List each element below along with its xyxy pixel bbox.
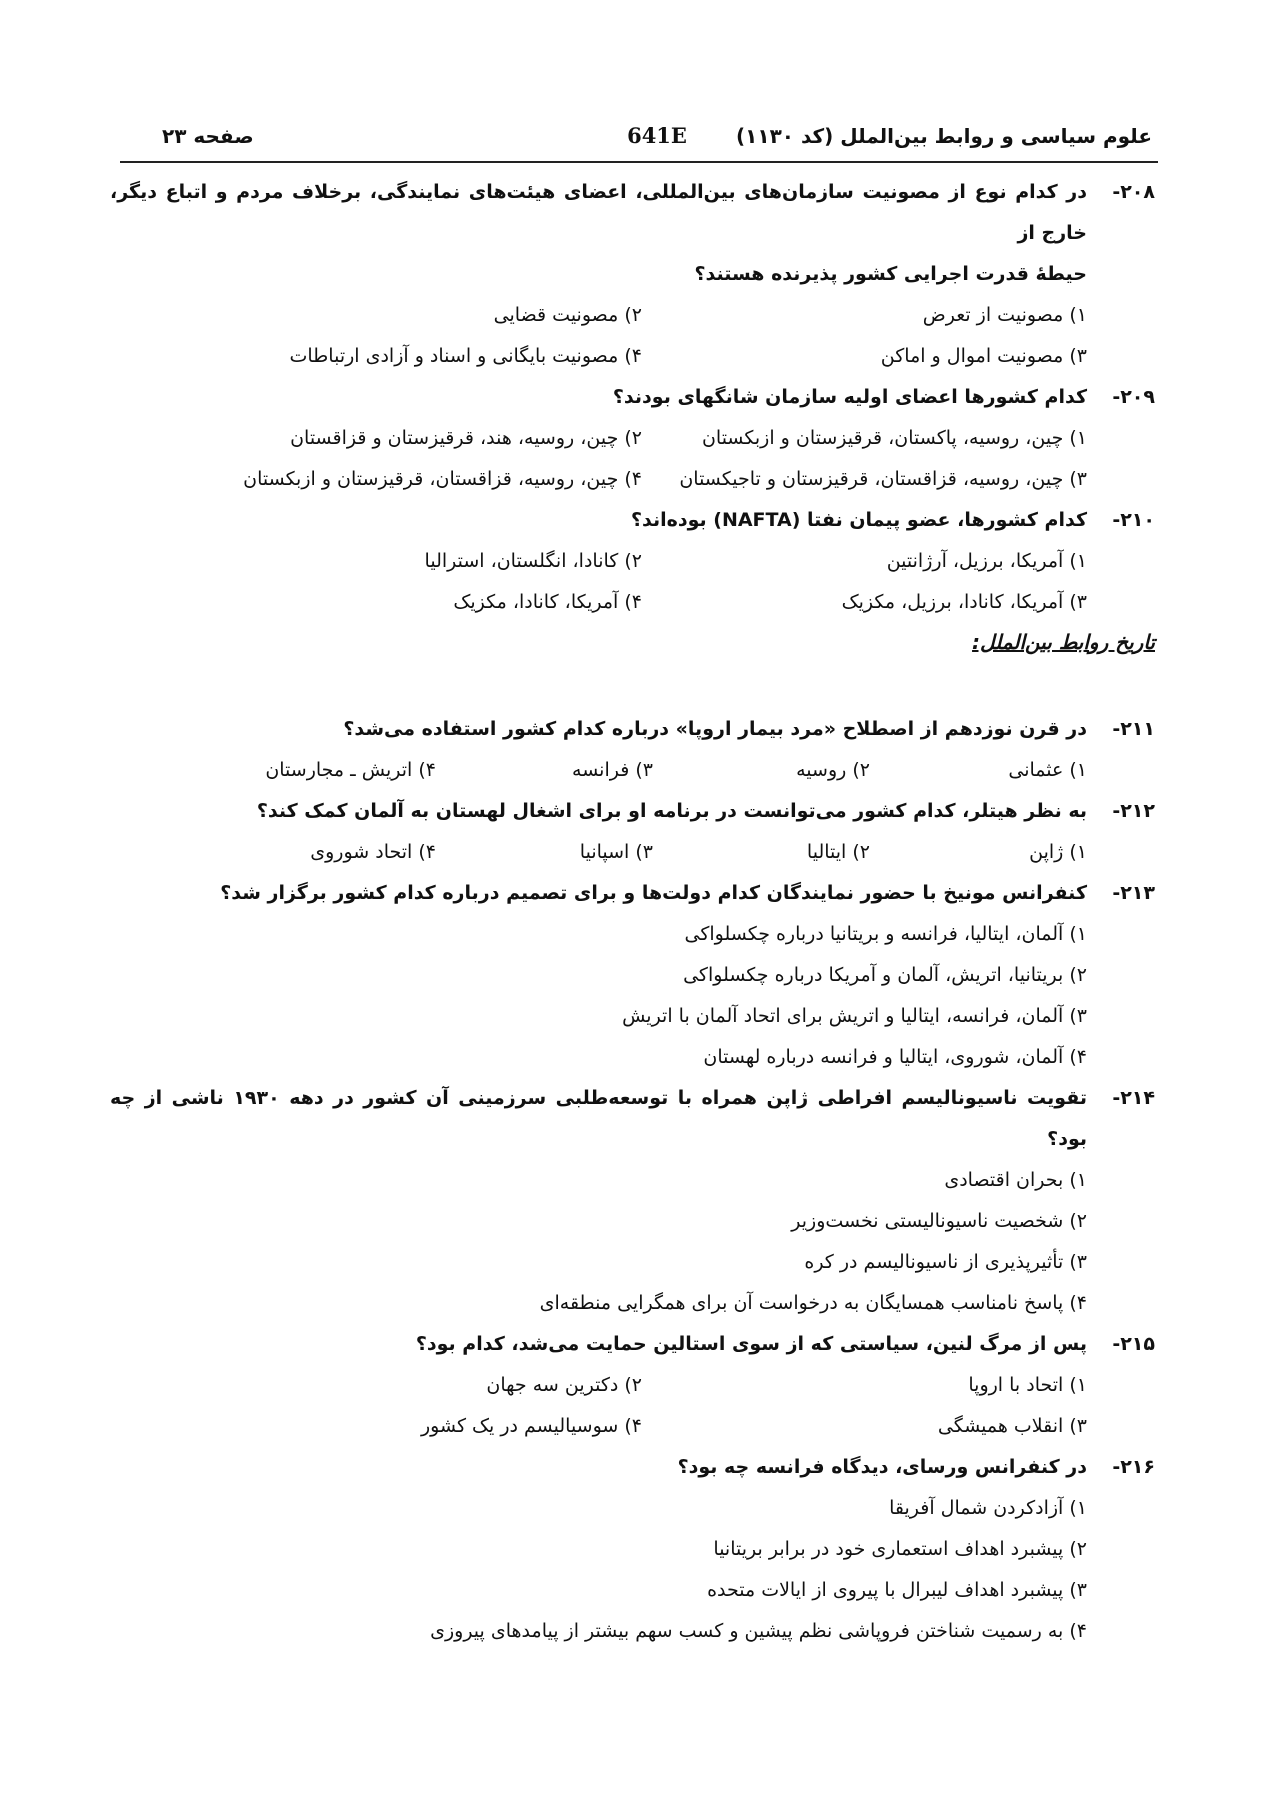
question-number: ۲۱۰- <box>1112 509 1155 531</box>
question-stem <box>110 1324 1155 1365</box>
option-4: ۴) آمریکا، کانادا، مکزیک <box>453 591 642 613</box>
options <box>110 914 1155 1078</box>
option-4: ۴) مصونیت بایگانی و اسناد و آزادی ارتباطات <box>289 345 642 367</box>
question-number: ۲۱۶- <box>1112 1456 1155 1478</box>
question <box>110 873 1155 1078</box>
option-row <box>110 295 1087 336</box>
header-subject: علوم سیاسی و روابط بین‌الملل (کد ۱۱۳۰) <box>736 124 1152 148</box>
option-3: ۳) مصونیت اموال و اماکن <box>880 345 1087 367</box>
option-row <box>110 832 1087 873</box>
option-1: ۱) بحران اقتصادی <box>944 1169 1087 1191</box>
option-4: ۴) چین، روسیه، قزاقستان، قرقیزستان و ازبکستان <box>243 468 642 490</box>
option-3: ۳) چین، روسیه، قزاقستان، قرقیزستان و تاجیکستان <box>679 468 1087 490</box>
question <box>110 1324 1155 1447</box>
question-text: به نظر هیتلر، کدام کشور می‌توانست در برنامه او برای اشغال لهستان به آلمان کمک کند؟ <box>256 800 1087 822</box>
question-number: ۲۰۹- <box>1112 386 1155 408</box>
option-3: ۳) انقلاب همیشگی <box>937 1415 1087 1437</box>
question <box>110 377 1155 500</box>
section-title: تاریخ روابط بین‌الملل: <box>972 630 1155 654</box>
question-stem <box>110 1078 1155 1160</box>
option-row <box>110 459 1087 500</box>
question-text: کدام کشورها، عضو پیمان نفتا (NAFTA) بوده‌اند؟ <box>630 509 1087 531</box>
option-3: ۳) آمریکا، کانادا، برزیل، مکزیک <box>841 591 1087 613</box>
option-1: ۱) چین، روسیه، پاکستان، قرقیزستان و ازبکستان <box>701 427 1087 449</box>
question-number: ۲۰۸- <box>1112 181 1155 203</box>
option-1: ۱) اتحاد با اروپا <box>968 1374 1087 1396</box>
option-3: ۳) آلمان، فرانسه، ایتالیا و اتریش برای اتحاد آلمان با اتریش <box>622 1005 1087 1027</box>
option-3: ۳) تأثیرپذیری از ناسیونالیسم در کره <box>804 1251 1087 1273</box>
question-number: ۲۱۵- <box>1112 1333 1155 1355</box>
question-stem <box>110 709 1155 750</box>
question <box>110 1447 1155 1652</box>
question <box>110 500 1155 623</box>
option-4: ۴) سوسیالیسم در یک کشور <box>421 1415 642 1437</box>
option-1: ۱) آمریکا، برزیل، آرژانتین <box>886 550 1087 572</box>
options <box>110 418 1155 500</box>
header-code: 641E <box>627 123 687 148</box>
option-1: ۱) مصونیت از تعرض <box>922 304 1087 326</box>
option-4: ۴) پاسخ نامناسب همسایگان به درخواست آن برای همگرایی منطقه‌ای <box>539 1292 1087 1314</box>
question-text: کدام کشورها اعضای اولیه سازمان شانگهای بودند؟ <box>612 386 1087 408</box>
option-4: ۴) اتحاد شوروی <box>310 841 436 863</box>
question-stem <box>110 1447 1155 1488</box>
option-2: ۲) پیشبرد اهداف استعماری خود در برابر بریتانیا <box>713 1538 1087 1560</box>
option-2: ۲) چین، روسیه، هند، قرقیزستان و قزاقستان <box>290 427 642 449</box>
option-1: ۱) آزادکردن شمال آفریقا <box>889 1497 1087 1519</box>
question-text: کنفرانس مونیخ با حضور نمایندگان کدام دولت‌ها و برای تصمیم درباره کدام کشور برگزار شد؟ <box>220 882 1087 904</box>
option-4: ۴) به رسمیت شناختن فروپاشی نظم پیشین و کسب سهم بیشتر از پیامدهای پیروزی <box>430 1620 1087 1642</box>
question-stem <box>110 500 1155 541</box>
option-1: ۱) ژاپن <box>1029 841 1087 863</box>
option-2: ۲) بریتانیا، اتریش، آلمان و آمریکا درباره چکسلواکی <box>683 964 1087 986</box>
option-2: ۲) ایتالیا <box>806 841 870 863</box>
option-row <box>110 1406 1087 1447</box>
options <box>110 1365 1155 1447</box>
question-number: ۲۱۱- <box>1112 718 1155 740</box>
question <box>110 791 1155 873</box>
question-number: ۲۱۴- <box>1112 1087 1155 1109</box>
option-3: ۳) فرانسه <box>572 759 653 781</box>
question-stem <box>110 791 1155 832</box>
options <box>110 295 1155 377</box>
question-number: ۲۱۳- <box>1112 882 1155 904</box>
question-stem <box>110 873 1155 914</box>
question-text: در قرن نوزدهم از اصطلاح «مرد بیمار اروپا» درباره کدام کشور استفاده می‌شد؟ <box>343 718 1087 740</box>
question-text: تقویت ناسیونالیسم افراطی ژاپن همراه با توسعه‌طلبی سرزمینی آن کشور در دهه ۱۹۳۰ ناشی از چه بود؟ <box>110 1087 1087 1150</box>
option-row <box>110 541 1087 582</box>
question-text-continued: حیطهٔ قدرت اجرایی کشور پذیرنده هستند؟ <box>694 263 1087 285</box>
option-row <box>110 336 1087 377</box>
option-2: ۲) مصونیت قضایی <box>493 304 642 326</box>
question <box>110 172 1155 377</box>
question-text: پس از مرگ لنین، سیاستی که از سوی استالین حمایت می‌شد، کدام بود؟ <box>415 1333 1087 1355</box>
question-stem <box>110 377 1155 418</box>
option-2: ۲) روسیه <box>796 759 870 781</box>
question-text: در کنفرانس ورسای، دیدگاه فرانسه چه بود؟ <box>677 1456 1087 1478</box>
question-stem <box>110 172 1155 254</box>
header-divider <box>120 161 1158 163</box>
options <box>110 541 1155 623</box>
question-text: در کدام نوع از مصونیت سازمان‌های بین‌المللی، اعضای هیئت‌های نمایندگی، برخلاف مردم و اتباع دیگر، خارج از <box>110 181 1087 244</box>
option-1: ۱) آلمان، ایتالیا، فرانسه و بریتانیا درباره چکسلواکی <box>684 923 1087 945</box>
option-row <box>110 582 1087 623</box>
option-4: ۴) اتریش ـ مجارستان <box>265 759 436 781</box>
option-3: ۳) پیشبرد اهداف لیبرال با پیروی از ایالات متحده <box>707 1579 1087 1601</box>
question-number: ۲۱۲- <box>1112 800 1155 822</box>
questions-block-b <box>110 709 1155 1652</box>
option-row <box>110 1365 1087 1406</box>
options <box>110 832 1155 873</box>
option-2: ۲) دکترین سه جهان <box>486 1374 642 1396</box>
options <box>110 750 1155 791</box>
option-4: ۴) آلمان، شوروی، ایتالیا و فرانسه درباره لهستان <box>703 1046 1087 1068</box>
option-row <box>110 750 1087 791</box>
options <box>110 1160 1155 1324</box>
options <box>110 1488 1155 1652</box>
option-2: ۲) کانادا، انگلستان، استرالیا <box>424 550 642 572</box>
option-3: ۳) اسپانیا <box>579 841 653 863</box>
option-2: ۲) شخصیت ناسیونالیستی نخست‌وزیر <box>791 1210 1087 1232</box>
header-page-number: صفحه ۲۳ <box>162 124 254 148</box>
option-row <box>110 418 1087 459</box>
question <box>110 709 1155 791</box>
questions-block-a <box>110 172 1155 623</box>
page-header <box>162 116 1152 156</box>
question <box>110 1078 1155 1324</box>
option-1: ۱) عثمانی <box>1008 759 1087 781</box>
